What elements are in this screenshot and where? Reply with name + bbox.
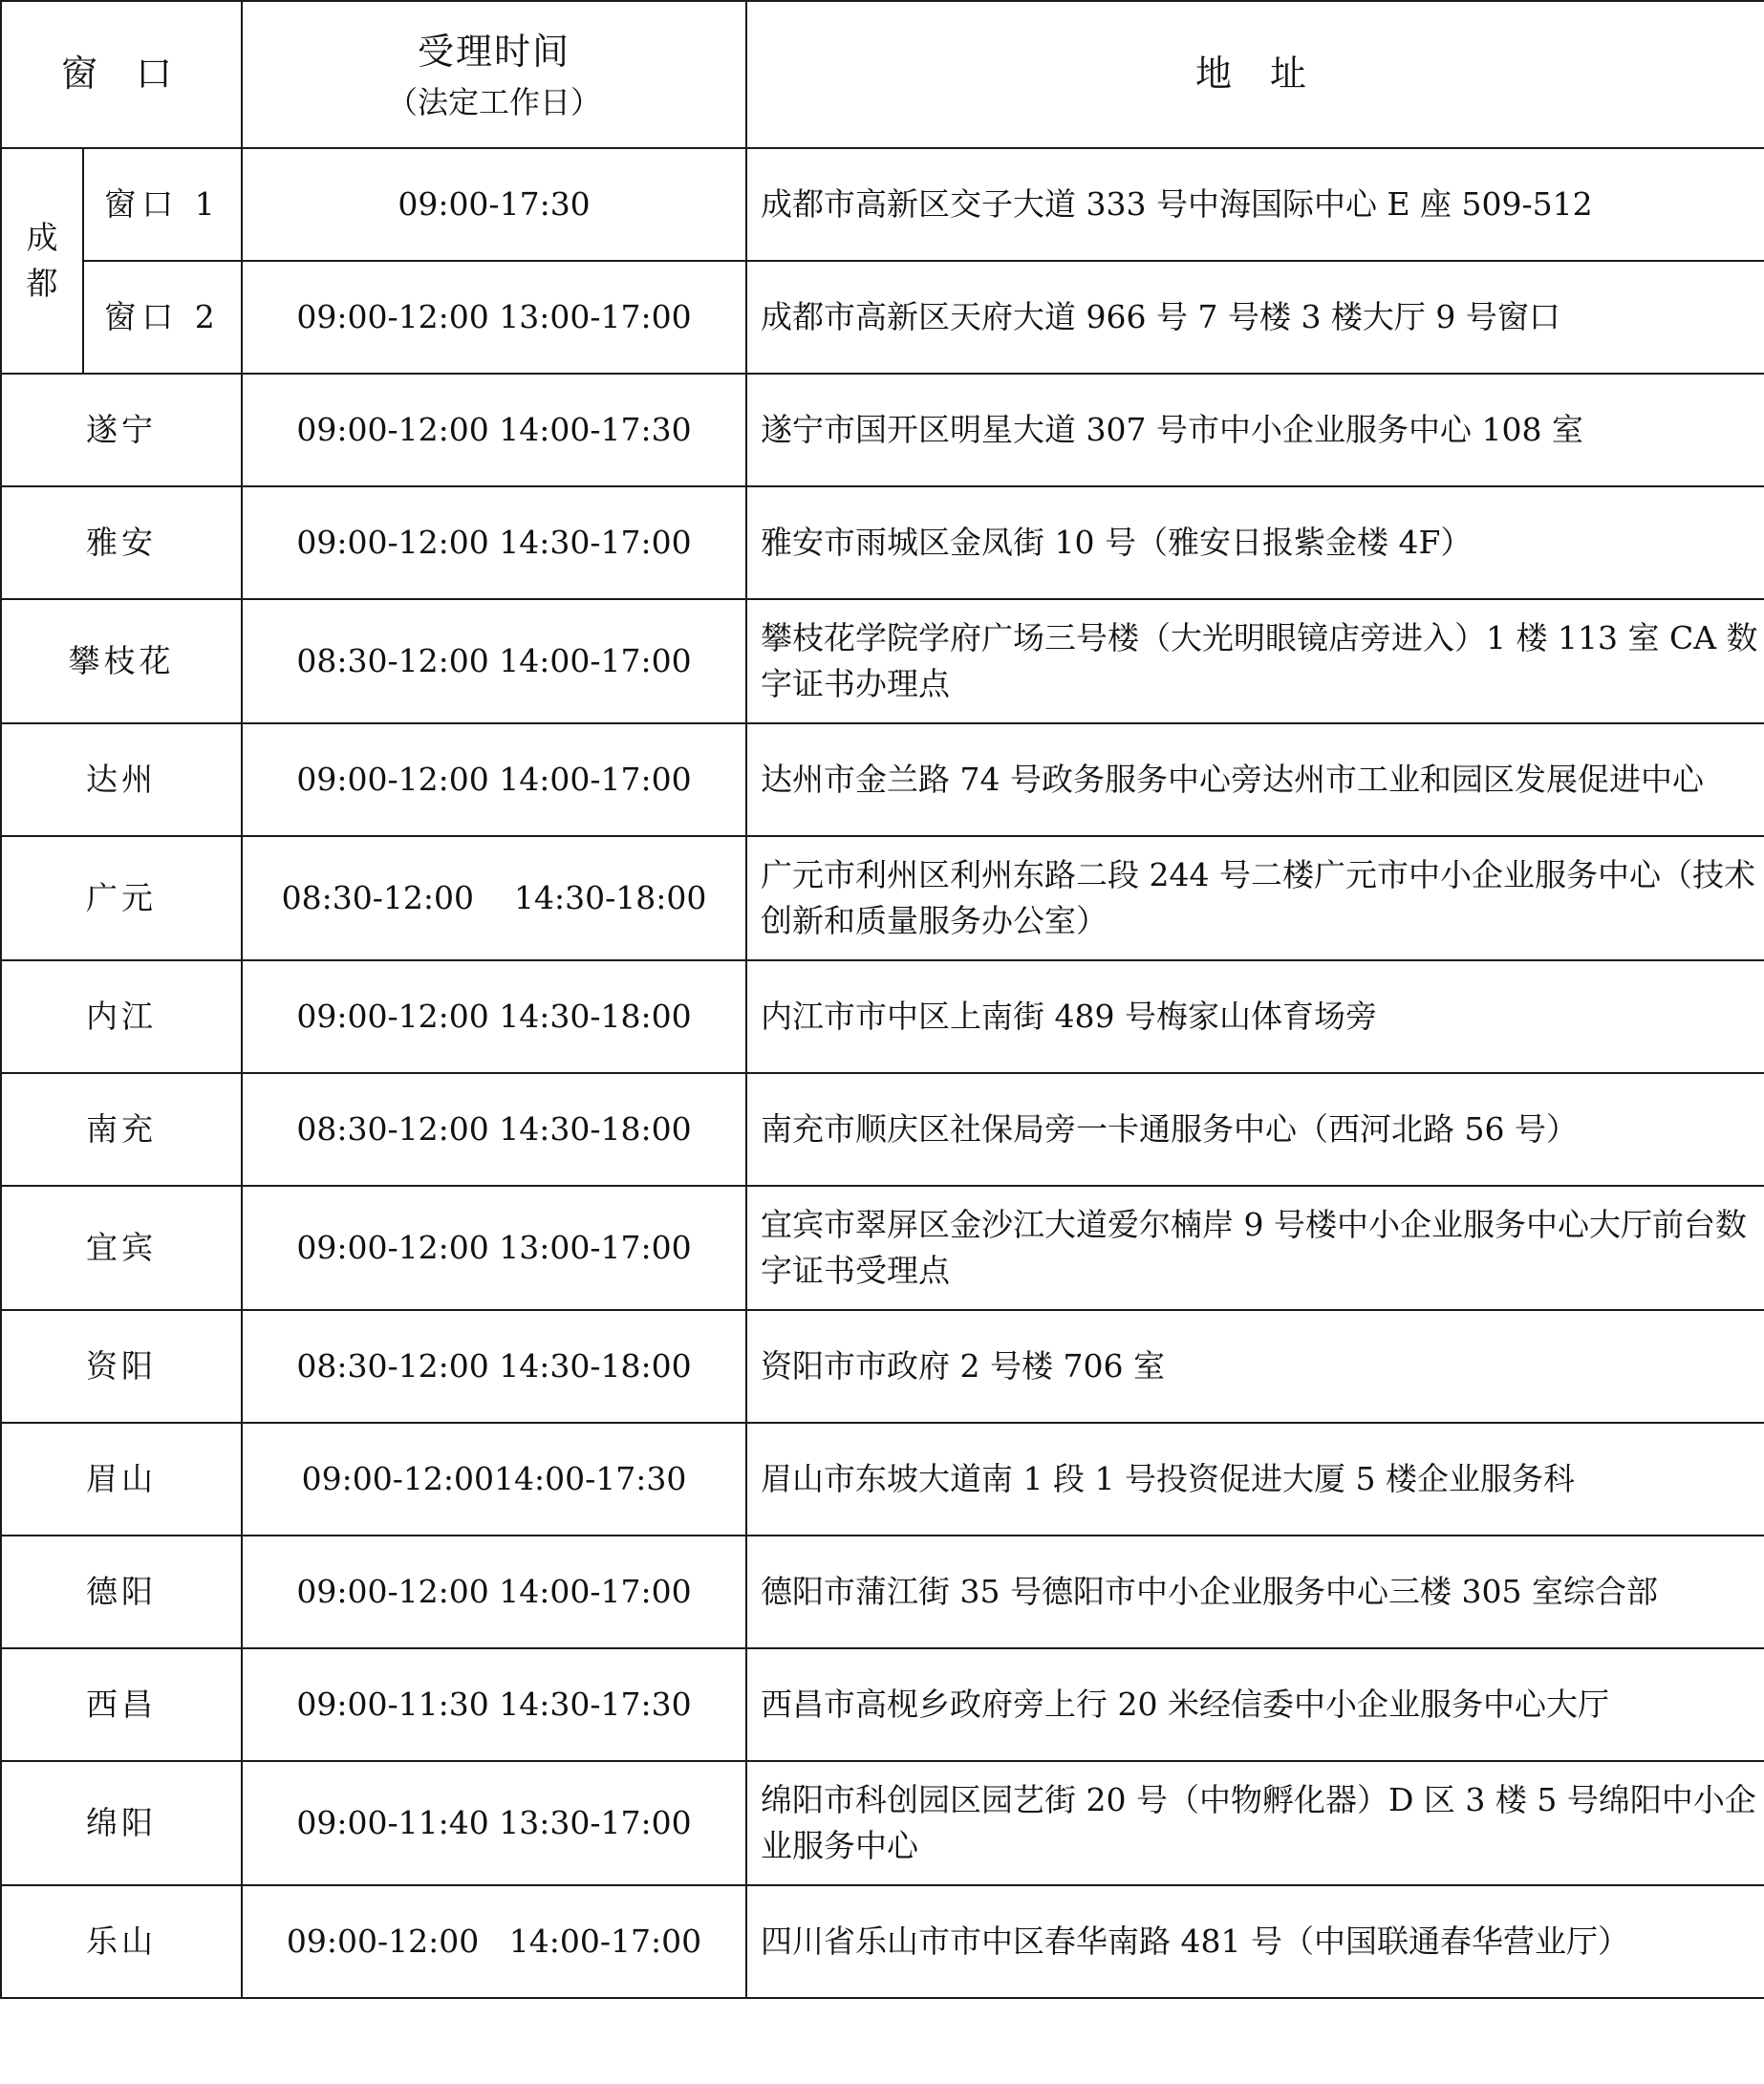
hours-cell: 08:30-12:00 14:30-18:00 xyxy=(242,836,746,960)
address-cell: 德阳市蒲江街 35 号德阳市中小企业服务中心三楼 305 室综合部 xyxy=(746,1536,1764,1648)
hours-cell: 09:00-11:40 13:30-17:00 xyxy=(242,1761,746,1885)
hours-cell: 09:00-12:00 13:00-17:00 xyxy=(242,1186,746,1310)
chengdu-char-2: 都 xyxy=(26,265,58,302)
hours-cell: 09:00-12:00 14:30-17:00 xyxy=(242,486,746,599)
header-window: 窗口 xyxy=(1,1,242,148)
table-header-row xyxy=(1,1,1764,148)
hours-cell: 09:00-12:00 14:30-18:00 xyxy=(242,960,746,1073)
address-cell: 资阳市市政府 2 号楼 706 室 xyxy=(746,1310,1764,1423)
city-name: 攀枝花 xyxy=(1,599,242,723)
city-name: 宜宾 xyxy=(1,1186,242,1310)
hours-cell: 09:00-12:00 14:00-17:00 xyxy=(242,723,746,836)
address-cell: 达州市金兰路 74 号政务服务中心旁达州市工业和园区发展促进中心 xyxy=(746,723,1764,836)
city-name: 南充 xyxy=(1,1073,242,1186)
table-row xyxy=(1,836,1764,960)
hours-cell: 09:00-11:30 14:30-17:30 xyxy=(242,1648,746,1761)
address-cell: 成都市高新区交子大道 333 号中海国际中心 E 座 509-512 xyxy=(746,148,1764,261)
address-cell: 雅安市雨城区金凤街 10 号（雅安日报紫金楼 4F） xyxy=(746,486,1764,599)
city-name: 西昌 xyxy=(1,1648,242,1761)
city-name: 内江 xyxy=(1,960,242,1073)
table-row xyxy=(1,1310,1764,1423)
address-cell: 宜宾市翠屏区金沙江大道爱尔楠岸 9 号楼中小企业服务中心大厅前台数字证书受理点 xyxy=(746,1186,1764,1310)
city-name: 雅安 xyxy=(1,486,242,599)
hours-cell: 09:00-12:0014:00-17:30 xyxy=(242,1423,746,1536)
address-cell: 攀枝花学院学府广场三号楼（大光明眼镜店旁进入）1 楼 113 室 CA 数字证书办理点 xyxy=(746,599,1764,723)
table-row-chengdu-window-2 xyxy=(1,261,1764,374)
hours-cell: 08:30-12:00 14:00-17:00 xyxy=(242,599,746,723)
window-label: 窗口 2 xyxy=(83,261,242,374)
city-name: 德阳 xyxy=(1,1536,242,1648)
address-cell: 西昌市高枧乡政府旁上行 20 米经信委中小企业服务中心大厅 xyxy=(746,1648,1764,1761)
table-row xyxy=(1,486,1764,599)
chengdu-group-cell xyxy=(1,148,83,374)
address-cell: 遂宁市国开区明星大道 307 号市中小企业服务中心 108 室 xyxy=(746,374,1764,486)
table-row xyxy=(1,1885,1764,1998)
table-row xyxy=(1,1648,1764,1761)
header-time-sub: （法定工作日） xyxy=(387,83,602,120)
city-name: 眉山 xyxy=(1,1423,242,1536)
table-row xyxy=(1,1186,1764,1310)
address-cell: 内江市市中区上南街 489 号梅家山体育场旁 xyxy=(746,960,1764,1073)
address-cell: 南充市顺庆区社保局旁一卡通服务中心（西河北路 56 号） xyxy=(746,1073,1764,1186)
hours-cell: 09:00-12:00 13:00-17:00 xyxy=(242,261,746,374)
address-cell: 成都市高新区天府大道 966 号 7 号楼 3 楼大厅 9 号窗口 xyxy=(746,261,1764,374)
header-time-main: 受理时间 xyxy=(418,30,571,73)
hours-cell: 08:30-12:00 14:30-18:00 xyxy=(242,1073,746,1186)
hours-cell: 09:00-12:00 14:00-17:30 xyxy=(242,374,746,486)
address-cell: 四川省乐山市市中区春华南路 481 号（中国联通春华营业厅） xyxy=(746,1885,1764,1998)
address-cell: 绵阳市科创园区园艺街 20 号（中物孵化器）D 区 3 楼 5 号绵阳中小企业服务中心 xyxy=(746,1761,1764,1885)
header-time xyxy=(242,1,746,148)
hours-cell: 09:00-12:00 14:00-17:00 xyxy=(242,1885,746,1998)
table-row xyxy=(1,723,1764,836)
address-cell: 眉山市东坡大道南 1 段 1 号投资促进大厦 5 楼企业服务科 xyxy=(746,1423,1764,1536)
city-name: 遂宁 xyxy=(1,374,242,486)
chengdu-char-1: 成 xyxy=(26,219,58,257)
table-row xyxy=(1,1423,1764,1536)
table-row xyxy=(1,1536,1764,1648)
city-name: 资阳 xyxy=(1,1310,242,1423)
window-label: 窗口 1 xyxy=(83,148,242,261)
city-name: 达州 xyxy=(1,723,242,836)
table-row xyxy=(1,374,1764,486)
city-name: 乐山 xyxy=(1,1885,242,1998)
hours-cell: 09:00-12:00 14:00-17:00 xyxy=(242,1536,746,1648)
table-row xyxy=(1,960,1764,1073)
header-address: 地址 xyxy=(746,1,1764,148)
city-name: 绵阳 xyxy=(1,1761,242,1885)
table-row-chengdu-window-1 xyxy=(1,148,1764,261)
address-cell: 广元市利州区利州东路二段 244 号二楼广元市中小企业服务中心（技术创新和质量服务办公室） xyxy=(746,836,1764,960)
hours-cell: 09:00-17:30 xyxy=(242,148,746,261)
city-name: 广元 xyxy=(1,836,242,960)
table-row xyxy=(1,1073,1764,1186)
hours-cell: 08:30-12:00 14:30-18:00 xyxy=(242,1310,746,1423)
table-row xyxy=(1,599,1764,723)
table-row xyxy=(1,1761,1764,1885)
